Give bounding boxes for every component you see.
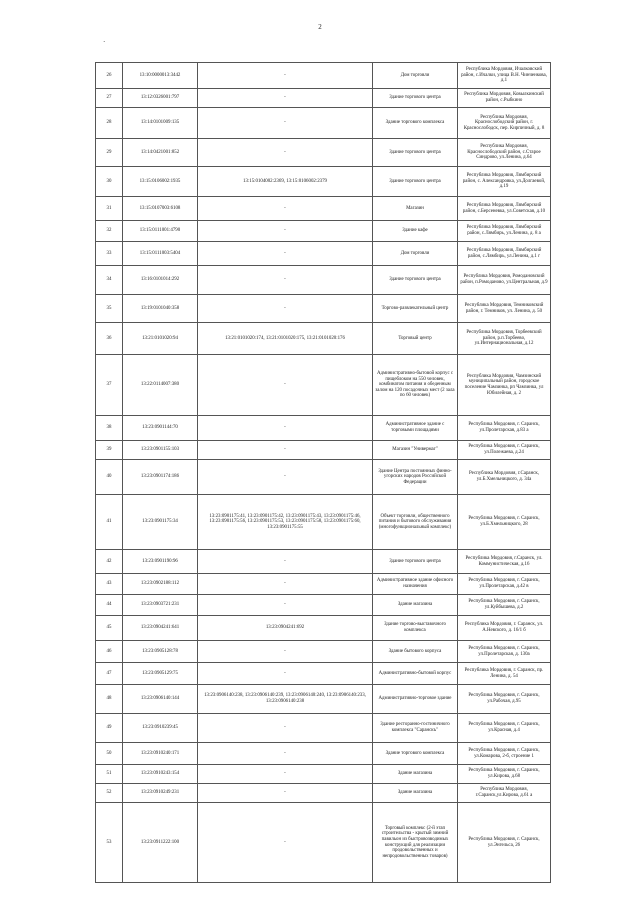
object-name: Здание торгового комплекса — [373, 108, 458, 139]
object-address: Республика Мордовия, Ковылкинский район, с.Рыбкино — [458, 89, 551, 108]
object-address: Республика Мордовия, Ичалковский район, с.Ичалки, улица В.Н. Чинченкова, д.1 — [458, 63, 551, 89]
cadastral-number: 13:15:0107003:6108 — [123, 197, 198, 221]
object-name: Здание ресторанно-гостиничного комплекса "Саранскъ" — [373, 714, 458, 743]
object-name: Дом торговли — [373, 63, 458, 89]
table-row — [96, 595, 551, 616]
table-row — [96, 550, 551, 574]
row-number: 53 — [96, 803, 123, 883]
object-address: Республика Мордовия, Чамзинский муниципальный район, городское поселение Чамзинка, рп Чамзинка, ул Юбилейная, д. 2 — [458, 355, 551, 416]
table-row — [96, 685, 551, 714]
table-row — [96, 495, 551, 550]
row-number: 45 — [96, 616, 123, 641]
object-address: Республика Мордовия, г. Саранск, ул.Пролетарская, д. 130а — [458, 641, 551, 663]
row-number: 28 — [96, 108, 123, 139]
row-number: 33 — [96, 242, 123, 266]
object-address: Республика Мордовия, г. Саранск, ул.Б.Хмельницкого, 28 — [458, 495, 551, 550]
related-cadastral-numbers: - — [198, 743, 373, 765]
object-name: Дом торговли — [373, 242, 458, 266]
object-name: Здание торгового центра — [373, 139, 458, 167]
row-number: 37 — [96, 355, 123, 416]
table-row — [96, 784, 551, 803]
cadastral-number: 13:14:0421001:852 — [123, 139, 198, 167]
register-table-body — [96, 63, 551, 883]
object-name: Здание торгового комплекса — [373, 743, 458, 765]
object-name: Здание торгового центра — [373, 167, 458, 197]
related-cadastral-numbers: 13:23:0904241:692 — [198, 616, 373, 641]
related-cadastral-numbers: - — [198, 784, 373, 803]
object-address: Республика Мордовия, г.Саранск, ул. Коммунистическая, д.16 — [458, 550, 551, 574]
cadastral-number: 13:23:0903721:231 — [123, 595, 198, 616]
related-cadastral-numbers: - — [198, 641, 373, 663]
cadastral-number: 13:23:0904241:641 — [123, 616, 198, 641]
related-cadastral-numbers: - — [198, 221, 373, 242]
related-cadastral-numbers: 13:15:0104002:2369, 13:15:0106002:2379 — [198, 167, 373, 197]
cadastral-number: 13:23:0910240:171 — [123, 743, 198, 765]
table-row — [96, 355, 551, 416]
related-cadastral-numbers: - — [198, 266, 373, 295]
table-row — [96, 743, 551, 765]
row-number: 34 — [96, 266, 123, 295]
cadastral-number: 13:10:0000013:3442 — [123, 63, 198, 89]
cadastral-number: 13:23:0905128:78 — [123, 641, 198, 663]
table-row — [96, 139, 551, 167]
table-row — [96, 242, 551, 266]
cadastral-number: 13:23:0905129:75 — [123, 663, 198, 685]
object-name: Магазин "Универмаг" — [373, 441, 458, 460]
row-number: 40 — [96, 460, 123, 495]
object-address: Республика Мордовия, Лямбирский район, с.Лямбирь, ул.Ленина, д. 8 а — [458, 221, 551, 242]
table-row — [96, 295, 551, 323]
row-number: 26 — [96, 63, 123, 89]
cadastral-number: 13:15:0111003:5404 — [123, 242, 198, 266]
related-cadastral-numbers: 13:23:0906140:238, 13:23:0906140:239, 13:23:0906140:240, 13:23:0906140:233, 13:23:0906140:238 — [198, 685, 373, 714]
related-cadastral-numbers: - — [198, 574, 373, 595]
object-address: Республика Мордовия, г. Саранск, пр. Ленина, д. 54 — [458, 663, 551, 685]
row-number: 52 — [96, 784, 123, 803]
object-name: Административно-бытовой корпус с пищеблоком на 550 человек, комбинатом питания и обеденным залом на 120 посадочных мест (2 зала по 60 человек) — [373, 355, 458, 416]
row-number: 51 — [96, 765, 123, 784]
page-number: 2 — [318, 23, 322, 31]
object-address: Республика Мордовия, Краснослободский район, с.Старое Синдрово, ул.Ленина, д.64 — [458, 139, 551, 167]
table-row — [96, 416, 551, 441]
table-row — [96, 197, 551, 221]
row-number: 50 — [96, 743, 123, 765]
row-number: 31 — [96, 197, 123, 221]
object-address: Республика Мордовия, Лямбирский район, с. Александровка, ул.Долгаевой, д.19 — [458, 167, 551, 197]
row-number: 47 — [96, 663, 123, 685]
object-address: Республика Мордовия, г.Саранск,ул.Кирова, д.61 а — [458, 784, 551, 803]
table-row — [96, 108, 551, 139]
related-cadastral-numbers: - — [198, 108, 373, 139]
row-number: 32 — [96, 221, 123, 242]
object-name: Административное здание офисного назначения — [373, 574, 458, 595]
cadastral-number: 13:23:0901190:96 — [123, 550, 198, 574]
related-cadastral-numbers: - — [198, 63, 373, 89]
cadastral-number: 13:23:0910249:231 — [123, 784, 198, 803]
object-name: Здание торгового центра — [373, 89, 458, 108]
table-row — [96, 765, 551, 784]
cadastral-number: 13:14:0101009:135 — [123, 108, 198, 139]
row-number: 35 — [96, 295, 123, 323]
object-address: Республика Мордовия, Краснослободский район, г. Краснослободск, пер. Кирпичный, д. 8 — [458, 108, 551, 139]
row-number: 29 — [96, 139, 123, 167]
object-name: Здание кафе — [373, 221, 458, 242]
cadastral-number: 13:23:0902188:112 — [123, 574, 198, 595]
object-name: Здание бытового корпуса — [373, 641, 458, 663]
row-number: 38 — [96, 416, 123, 441]
object-name: Здание торгово-выставочного комплекса — [373, 616, 458, 641]
row-number: 44 — [96, 595, 123, 616]
object-name: Торговый комплекс (2-й этап строительства - крытый зимний павильон из быстровозводимых конструкций для реализации продовольственных и непродовольственных товаров) — [373, 803, 458, 883]
related-cadastral-numbers: - — [198, 460, 373, 495]
related-cadastral-numbers: - — [198, 197, 373, 221]
cadastral-number: 13:23:0910243:154 — [123, 765, 198, 784]
related-cadastral-numbers: - — [198, 242, 373, 266]
object-address: Республика Мордовия, г. Саранск, ул. А.Невского, д. 16/1 б — [458, 616, 551, 641]
object-address: Республика Мордовия, г. Саранск, ул.Пролетарская, д.42 в — [458, 574, 551, 595]
object-name: Здание магазина — [373, 765, 458, 784]
object-address: Республика Мордовия, Лямбирский район, с.Лямбирь, ул.Ленина, д.1 г — [458, 242, 551, 266]
cadastral-number: 13:23:0906140:144 — [123, 685, 198, 714]
object-name: Здание магазина — [373, 595, 458, 616]
object-address: Республика Мордовия, г. Саранск, ул.Куйбышева, д.2 — [458, 595, 551, 616]
table-row — [96, 803, 551, 883]
object-address: Республика Мордовия, г. Саранск, ул.Пролетарская, д.83 а — [458, 416, 551, 441]
table-row — [96, 221, 551, 242]
related-cadastral-numbers: 13:21:0101020:174, 13:21:0101020:175, 13:21:0101020:176 — [198, 323, 373, 355]
row-number: 39 — [96, 441, 123, 460]
object-name: Административное здание с торговыми площадями — [373, 416, 458, 441]
cadastral-number: 13:19:0101040:358 — [123, 295, 198, 323]
register-table — [95, 62, 551, 883]
related-cadastral-numbers: - — [198, 355, 373, 416]
object-address: Республика Мордовия, Темниковский район, г. Темников, ул. Ленина, д. 50 — [458, 295, 551, 323]
object-name: Здание торгового центра — [373, 266, 458, 295]
row-number: 41 — [96, 495, 123, 550]
object-address: Республика Мордовия, г. Саранск, ул.Полежаева, д.24 — [458, 441, 551, 460]
object-name: Торговый центр — [373, 323, 458, 355]
related-cadastral-numbers: - — [198, 714, 373, 743]
related-cadastral-numbers: - — [198, 139, 373, 167]
related-cadastral-numbers: - — [198, 550, 373, 574]
related-cadastral-numbers: - — [198, 595, 373, 616]
row-number: 46 — [96, 641, 123, 663]
row-number: 27 — [96, 89, 123, 108]
row-number: 42 — [96, 550, 123, 574]
related-cadastral-numbers: - — [198, 663, 373, 685]
object-name: Торгово-развлекательный центр — [373, 295, 458, 323]
table-row — [96, 641, 551, 663]
object-name: Административно-бытовой корпус — [373, 663, 458, 685]
row-number: 30 — [96, 167, 123, 197]
table-row — [96, 266, 551, 295]
table-row — [96, 167, 551, 197]
object-name: Здание торгового центра — [373, 550, 458, 574]
cadastral-number: 13:15:0106002:1935 — [123, 167, 198, 197]
row-number: 49 — [96, 714, 123, 743]
table-row — [96, 89, 551, 108]
related-cadastral-numbers: - — [198, 803, 373, 883]
related-cadastral-numbers: - — [198, 441, 373, 460]
cadastral-number: 13:23:0901174:186 — [123, 460, 198, 495]
table-row — [96, 323, 551, 355]
cadastral-number: 13:23:0901155:103 — [123, 441, 198, 460]
cadastral-number: 13:16:0101014:292 — [123, 266, 198, 295]
related-cadastral-numbers: - — [198, 765, 373, 784]
cadastral-number: 13:23:0901144:70 — [123, 416, 198, 441]
cadastral-number: 13:22:0114007:380 — [123, 355, 198, 416]
object-address: Республика Мордовия, г.Саранск, ул.Б.Хмельницкого, д. 34а — [458, 460, 551, 495]
table-row — [96, 714, 551, 743]
row-number: 36 — [96, 323, 123, 355]
object-address: Республика Мордовия, г. Саранск, ул.Кирова, д.68 — [458, 765, 551, 784]
object-address: Республика Мордовия, г. Саранск, ул.Комарова, 2-б, строение 1 — [458, 743, 551, 765]
object-address: Республика Мордовия, г. Саранск, ул.Энгельса, 26 — [458, 803, 551, 883]
related-cadastral-numbers: - — [198, 416, 373, 441]
table-row — [96, 441, 551, 460]
object-name: Объект торговли, общественного питания и бытового обслуживания (многофункциональный комплекс) — [373, 495, 458, 550]
object-name: Здание магазина — [373, 784, 458, 803]
cadastral-number: 13:21:0101020:94 — [123, 323, 198, 355]
row-number: 43 — [96, 574, 123, 595]
row-number: 48 — [96, 685, 123, 714]
object-address: Республика Мордовия, г. Саранск, ул.Рабочая, д.95 — [458, 685, 551, 714]
table-row — [96, 663, 551, 685]
table-row — [96, 616, 551, 641]
margin-mark: · — [103, 38, 106, 46]
cadastral-number: 13:23:0901175:34 — [123, 495, 198, 550]
object-address: Республика Мордовия, Торбеевский район, р.п.Торбеево, ул.Интернациональная, д.12 — [458, 323, 551, 355]
cadastral-number: 13:12:0326001:797 — [123, 89, 198, 108]
related-cadastral-numbers: - — [198, 295, 373, 323]
object-name: Магазин — [373, 197, 458, 221]
related-cadastral-numbers: 13:23:0901175:41, 13:23:0901175:42, 13:23:0901175:43, 13:23:0901175:46, 13:23:0901175:56, 13:23:0901175:53, 13:23:0901175:58, 13:23:0901175:60, 13:23:0901175:55 — [198, 495, 373, 550]
object-name: Административно-торговое здание — [373, 685, 458, 714]
table-row — [96, 574, 551, 595]
related-cadastral-numbers: - — [198, 89, 373, 108]
object-address: Республика Мордовия, г. Саранск, ул.Красная, д.4 — [458, 714, 551, 743]
object-name: Здание Центра постоянных финно-угорских народов Российской Федерации — [373, 460, 458, 495]
object-address: Республика Мордовия, Лямбирский район, с.Берсеневка, ул.Советская, д.10 — [458, 197, 551, 221]
cadastral-number: 13:23:0911222:100 — [123, 803, 198, 883]
table-row — [96, 63, 551, 89]
object-address: Республика Мордовия, Ромодановский район, п.Ромоданово, ул.Центральная, д.9 — [458, 266, 551, 295]
cadastral-number: 13:23:0910239:45 — [123, 714, 198, 743]
table-row — [96, 460, 551, 495]
cadastral-number: 13:15:0111001:4790 — [123, 221, 198, 242]
